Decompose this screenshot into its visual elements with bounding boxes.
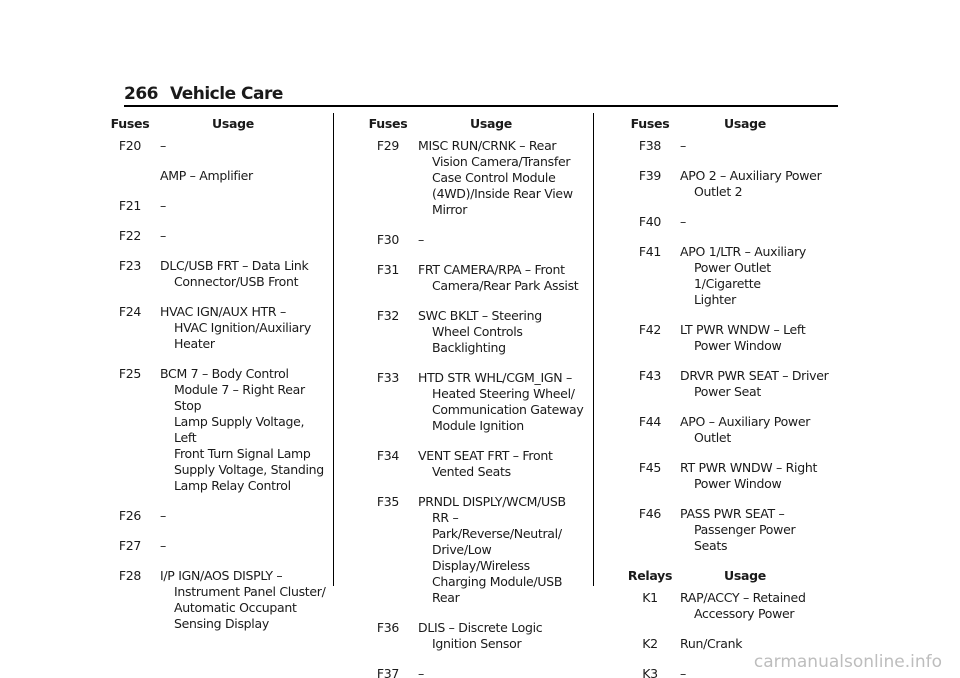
- fuse-usage: [160, 168, 326, 184]
- fuse-usage: [160, 138, 326, 154]
- table-row: [358, 232, 584, 248]
- column-divider: [593, 113, 594, 586]
- header-relays: Relays: [627, 568, 673, 583]
- usage-line: –: [418, 232, 424, 247]
- fuse-id: K2: [642, 636, 658, 651]
- fuse-id: F42: [638, 322, 662, 337]
- fuse-usage: [418, 620, 584, 652]
- fuse-id: F36: [376, 620, 400, 635]
- table-row: [100, 198, 326, 214]
- usage-line: Drive/Low Display/Wireless: [432, 542, 530, 573]
- table-row: [358, 666, 584, 678]
- fuse-usage: [680, 214, 830, 230]
- fuse-id: F32: [376, 308, 400, 323]
- fuse-id: K1: [642, 590, 658, 605]
- fuse-usage: [418, 262, 584, 294]
- usage-line: AMP – Amplifier: [160, 168, 253, 183]
- relays-header: [620, 568, 830, 584]
- table-row: [620, 214, 830, 230]
- fuse-id: F26: [118, 508, 142, 523]
- fuse-usage: [680, 414, 830, 446]
- fuse-usage: [680, 590, 830, 622]
- table-row: [620, 244, 830, 308]
- fuse-usage: [680, 244, 830, 308]
- fuse-id: F41: [638, 244, 662, 259]
- usage-line: Lighter: [694, 292, 736, 307]
- fuse-usage: [418, 232, 584, 248]
- table-row: [358, 448, 584, 480]
- fuse-usage: [418, 666, 584, 678]
- fuse-table-column-3: [620, 116, 830, 678]
- fuse-usage: [418, 308, 584, 356]
- fuse-id: F35: [376, 494, 400, 509]
- fuse-id: F44: [638, 414, 662, 429]
- usage-line: Heater: [174, 336, 215, 351]
- usage-line: Outlet: [694, 430, 731, 445]
- table-row: [358, 308, 584, 356]
- fuse-id: F31: [376, 262, 400, 277]
- usage-line: HVAC IGN/AUX HTR –: [160, 304, 286, 319]
- fuse-id: F23: [118, 258, 142, 273]
- usage-line: Module 7 – Right Rear Stop: [174, 382, 305, 413]
- fuse-id: F45: [638, 460, 662, 475]
- table-row: [358, 138, 584, 218]
- table-row: [100, 538, 326, 554]
- usage-line: MISC RUN/CRNK – Rear: [418, 138, 557, 153]
- fuse-id: F40: [638, 214, 662, 229]
- fuse-usage: [418, 448, 584, 480]
- usage-line: Outlet 2: [694, 184, 743, 199]
- fuse-id: K3: [642, 666, 658, 678]
- usage-line: Instrument Panel Cluster/: [174, 584, 326, 599]
- fuse-id: [100, 168, 160, 184]
- fuse-usage: [160, 198, 326, 214]
- usage-line: APO – Auxiliary Power: [680, 414, 811, 429]
- header-fuses: Fuses: [110, 116, 150, 131]
- fuse-usage: [418, 138, 584, 218]
- usage-line: Communication Gateway: [432, 402, 584, 417]
- usage-line: PASS PWR SEAT –: [680, 506, 785, 521]
- fuse-usage: [160, 304, 326, 352]
- table-row: [358, 262, 584, 294]
- header-fuses: Fuses: [368, 116, 408, 131]
- page-number: 266: [124, 84, 158, 104]
- fuse-usage: [680, 368, 830, 400]
- fuse-usage: [680, 506, 830, 554]
- section-title: Vehicle Care: [170, 84, 283, 104]
- table-row: [100, 568, 326, 632]
- fuse-usage: [680, 168, 830, 200]
- fuse-table-column-1: [100, 116, 326, 646]
- usage-line: I/P IGN/AOS DISPLY –: [160, 568, 283, 583]
- table-row: [620, 168, 830, 200]
- usage-line: Camera/Rear Park Assist: [432, 278, 579, 293]
- fuse-usage: [680, 138, 830, 154]
- header-usage: Usage: [470, 116, 512, 131]
- table-row: [620, 322, 830, 354]
- usage-line: Power Window: [694, 476, 782, 491]
- table-row: [358, 620, 584, 652]
- usage-line: Automatic Occupant: [174, 600, 297, 615]
- usage-line: Run/Crank: [680, 636, 743, 651]
- fuse-table-column-2: [358, 116, 584, 678]
- fuse-usage: [680, 636, 830, 652]
- header-rule: [124, 105, 838, 107]
- usage-line: Mirror: [432, 202, 468, 217]
- table-row: [100, 168, 326, 184]
- usage-line: Backlighting: [432, 340, 506, 355]
- usage-line: –: [418, 666, 424, 678]
- fuse-usage: [160, 258, 326, 290]
- fuse-id: F27: [118, 538, 142, 553]
- usage-line: Ignition Sensor: [432, 636, 522, 651]
- table-header: [620, 116, 830, 132]
- table-row: [100, 304, 326, 352]
- fuse-id: F29: [376, 138, 400, 153]
- usage-line: SWC BKLT – Steering: [418, 308, 542, 323]
- fuse-id: F43: [638, 368, 662, 383]
- header-usage: Usage: [212, 116, 254, 131]
- usage-line: FRT CAMERA/RPA – Front: [418, 262, 565, 277]
- usage-line: Front Turn Signal Lamp: [174, 446, 311, 461]
- fuse-usage: [160, 228, 326, 244]
- usage-line: (4WD)/Inside Rear View: [432, 186, 573, 201]
- usage-line: Connector/USB Front: [174, 274, 299, 289]
- usage-line: Wheel Controls: [432, 324, 523, 339]
- usage-line: Power Outlet 1/Cigarette: [694, 260, 771, 291]
- table-row: [620, 636, 830, 652]
- fuse-id: F30: [376, 232, 400, 247]
- fuse-usage: [160, 568, 326, 632]
- header-fuses: Fuses: [630, 116, 670, 131]
- usage-line: –: [160, 138, 166, 153]
- table-row: [358, 370, 584, 434]
- usage-line: Vision Camera/Transfer: [432, 154, 571, 169]
- usage-line: Lamp Supply Voltage, Left: [174, 414, 305, 445]
- header-usage: Usage: [724, 568, 766, 583]
- usage-line: APO 1/LTR – Auxiliary: [680, 244, 807, 259]
- column-divider: [333, 113, 334, 586]
- fuse-usage: [680, 460, 830, 492]
- fuse-usage: [160, 538, 326, 554]
- fuse-usage: [418, 494, 584, 606]
- fuse-usage: [160, 508, 326, 524]
- usage-line: Lamp Relay Control: [174, 478, 291, 493]
- table-row: [100, 508, 326, 524]
- usage-line: Supply Voltage, Standing: [174, 462, 324, 477]
- table-row: [620, 460, 830, 492]
- fuse-id: F24: [118, 304, 142, 319]
- fuse-id: F28: [118, 568, 142, 583]
- table-row: [358, 494, 584, 606]
- table-row: [620, 138, 830, 154]
- table-row: [100, 138, 326, 154]
- usage-line: RR – Park/Reverse/Neutral/: [432, 510, 562, 541]
- usage-line: Vented Seats: [432, 464, 511, 479]
- fuse-id: F25: [118, 366, 142, 381]
- usage-line: DRVR PWR SEAT – Driver: [680, 368, 829, 383]
- usage-line: HTD STR WHL/CGM_IGN –: [418, 370, 572, 385]
- fuse-usage: [418, 370, 584, 434]
- usage-line: Power Seat: [694, 384, 761, 399]
- fuse-id: F20: [118, 138, 142, 153]
- table-row: [100, 258, 326, 290]
- table-row: [620, 414, 830, 446]
- usage-line: DLIS – Discrete Logic: [418, 620, 543, 635]
- usage-line: –: [680, 138, 686, 153]
- table-row: [100, 366, 326, 494]
- usage-line: –: [680, 666, 686, 678]
- fuse-id: F21: [118, 198, 142, 213]
- usage-line: Case Control Module: [432, 170, 556, 185]
- usage-line: –: [680, 214, 686, 229]
- usage-line: –: [160, 538, 166, 553]
- fuse-id: F39: [638, 168, 662, 183]
- usage-line: Passenger Power Seats: [694, 522, 796, 553]
- fuse-id: F38: [638, 138, 662, 153]
- usage-line: –: [160, 228, 166, 243]
- usage-line: VENT SEAT FRT – Front: [418, 448, 553, 463]
- table-row: [620, 506, 830, 554]
- usage-line: Heated Steering Wheel/: [432, 386, 575, 401]
- usage-line: Power Window: [694, 338, 782, 353]
- table-header: [100, 116, 326, 132]
- usage-line: Accessory Power: [694, 606, 795, 621]
- table-row: [100, 228, 326, 244]
- fuse-id: F37: [376, 666, 400, 678]
- usage-line: –: [160, 198, 166, 213]
- table-header: [358, 116, 584, 132]
- fuse-id: F34: [376, 448, 400, 463]
- usage-line: APO 2 – Auxiliary Power: [680, 168, 822, 183]
- usage-line: –: [160, 508, 166, 523]
- watermark: carmanualsonline.info: [753, 652, 942, 672]
- usage-line: RAP/ACCY – Retained: [680, 590, 806, 605]
- fuse-usage: [160, 366, 326, 494]
- usage-line: BCM 7 – Body Control: [160, 366, 289, 381]
- usage-line: Sensing Display: [174, 616, 269, 631]
- usage-line: Charging Module/USB Rear: [432, 574, 563, 605]
- fuse-id: F46: [638, 506, 662, 521]
- table-row: [620, 590, 830, 622]
- usage-line: PRNDL DISPLY/WCM/USB: [418, 494, 566, 509]
- fuse-usage: [680, 322, 830, 354]
- header-usage: Usage: [724, 116, 766, 131]
- usage-line: Module Ignition: [432, 418, 524, 433]
- table-row: [620, 368, 830, 400]
- fuse-id: F33: [376, 370, 400, 385]
- fuse-id: F22: [118, 228, 142, 243]
- usage-line: DLC/USB FRT – Data Link: [160, 258, 309, 273]
- usage-line: HVAC Ignition/Auxiliary: [174, 320, 311, 335]
- usage-line: RT PWR WNDW – Right: [680, 460, 818, 475]
- usage-line: LT PWR WNDW – Left: [680, 322, 806, 337]
